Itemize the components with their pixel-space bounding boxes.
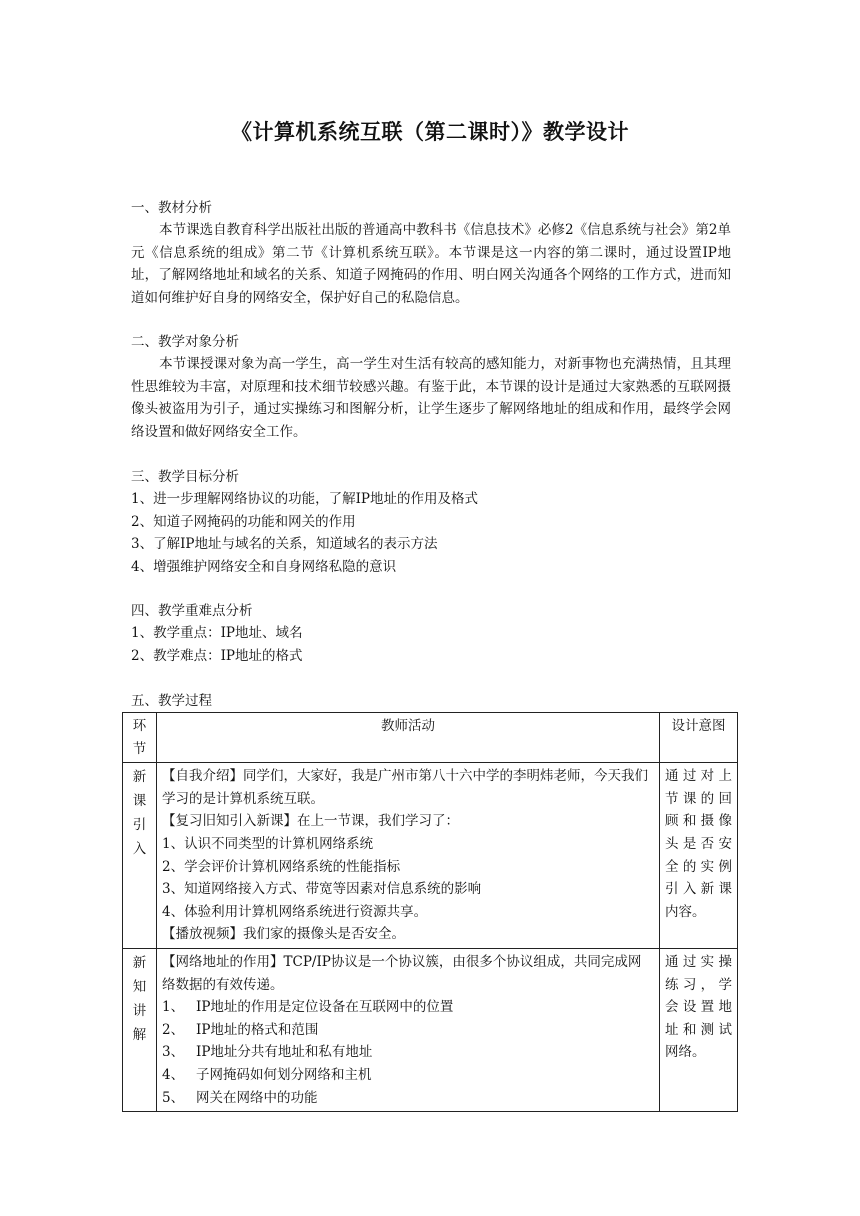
activity-line <box>162 1087 654 1110</box>
stage-char: 课 <box>132 793 147 810</box>
paragraph-text: 本节课选自教育科学出版社出版的普通高中教科书《信息技术》必修2《信息系统与社会》第2单元《信息系统的组成》第二节《计算机系统互联》。本节课是这一内容的第二课时，通过设置IP地址，了解网络地址和域名的关系、知道子网掩码的作用、明白网关沟通各个网络的工作方式，进而知道如何维护好自身的网络安全，保护好自己的私隐信息。 <box>131 222 731 306</box>
teaching-process-table <box>122 712 738 1112</box>
list-item: 3、了解IP地址与域名的关系，知道域名的表示方法 <box>131 536 438 552</box>
item-number: 1、 <box>162 999 185 1016</box>
list-item: 1、教学重点：IP地址、域名 <box>131 625 303 641</box>
objectives-list <box>131 488 478 578</box>
header-stage: 环节 <box>123 713 157 763</box>
section-paragraph-textbook-analysis <box>131 219 731 309</box>
activity-line: 2、学会评价计算机网络系统的性能指标 <box>162 858 401 875</box>
item-text: 网关在网络中的功能 <box>196 1089 318 1106</box>
item-text: IP地址的作用是定位设备在互联网中的位置 <box>196 999 454 1016</box>
stage-char: 讲 <box>132 1002 147 1019</box>
section-heading-objectives: 三、教学目标分析 <box>131 469 239 485</box>
table-row <box>123 948 738 1111</box>
stage-char: 解 <box>132 1026 147 1043</box>
item-text: IP地址的格式和范围 <box>196 1021 319 1038</box>
stage-char: 入 <box>132 841 147 858</box>
stage-cell <box>123 948 157 1111</box>
activity-line: 【网络地址的作用】TCP/IP协议是一个协议簇，由很多个协议组成，共同完成网络数据的有效传递。 <box>162 953 642 993</box>
activity-line: 【复习旧知引入新课】在上一节课，我们学习了： <box>162 813 459 830</box>
paragraph-text: 本节课授课对象为高一学生，高一学生对生活有较高的感知能力，对新事物也充满热情，且其理性思维较为丰富，对原理和技术细节较感兴趣。有鉴于此，本节课的设计是通过大家熟悉的互联网摄像头被盗用为引子，通过实操练习和图解分析，让学生逐步了解网络地址的组成和作用，最终学会网络设置和做好网络安全工作。 <box>131 356 731 440</box>
activity-line: 1、认识不同类型的计算机网络系统 <box>162 835 374 852</box>
activity-line <box>162 1019 654 1042</box>
activity-line: 4、体验利用计算机网络系统进行资源共享。 <box>162 903 428 920</box>
list-item: 2、知道子网掩码的功能和网关的作用 <box>131 513 356 530</box>
activity-cell <box>157 948 660 1111</box>
list-item: 1、进一步理解网络协议的功能，了解IP地址的作用及格式 <box>131 491 479 507</box>
stage-char: 知 <box>132 978 147 995</box>
section-heading-process: 五、教学过程 <box>131 693 212 709</box>
table-row <box>123 763 738 949</box>
table-header-row <box>123 713 738 763</box>
activity-line <box>162 996 654 1019</box>
list-item: 2、教学难点：IP地址的格式 <box>131 647 303 664</box>
document-title: 《计算机系统互联（第二课时）》教学设计 <box>231 120 629 144</box>
item-number: 4、 <box>162 1066 185 1083</box>
list-item: 4、增强维护网络安全和自身网络私隐的意识 <box>131 558 397 575</box>
stage-cell <box>123 763 157 949</box>
item-text: IP地址分共有地址和私有地址 <box>196 1044 373 1061</box>
section-heading-student-analysis: 二、教学对象分析 <box>131 334 239 350</box>
intent-cell: 通过实操练习，学会设置地址和测试网络。 <box>660 948 738 1111</box>
activity-line: 3、知道网络接入方式、带宽等因素对信息系统的影响 <box>162 881 482 898</box>
section-heading-textbook-analysis: 一、教材分析 <box>131 200 212 216</box>
stage-char: 引 <box>132 817 147 834</box>
intent-cell: 通过对上节课的回顾和摄像头是否安全的实例引入新课内容。 <box>660 763 738 949</box>
section-paragraph-student-analysis <box>131 353 731 443</box>
section-heading-key-points: 四、教学重难点分析 <box>131 603 253 619</box>
stage-char: 新 <box>132 954 147 971</box>
activity-line <box>162 1064 654 1087</box>
item-number: 5、 <box>162 1089 185 1106</box>
activity-line <box>162 1041 654 1064</box>
activity-line: 【播放视频】我们家的摄像头是否安全。 <box>162 926 405 943</box>
key-points-list <box>131 622 303 667</box>
item-number: 3、 <box>162 1044 185 1061</box>
item-number: 2、 <box>162 1021 185 1038</box>
activity-line: 【自我介绍】同学们，大家好，我是广州市第八十六中学的李明炜老师，今天我们学习的是计算机系统互联。 <box>162 768 648 807</box>
header-design-intent: 设计意图 <box>660 713 738 763</box>
item-text: 子网掩码如何划分网络和主机 <box>196 1066 372 1083</box>
header-teacher-activity: 教师活动 <box>157 713 660 763</box>
activity-cell <box>157 763 660 949</box>
stage-char: 新 <box>132 769 147 786</box>
